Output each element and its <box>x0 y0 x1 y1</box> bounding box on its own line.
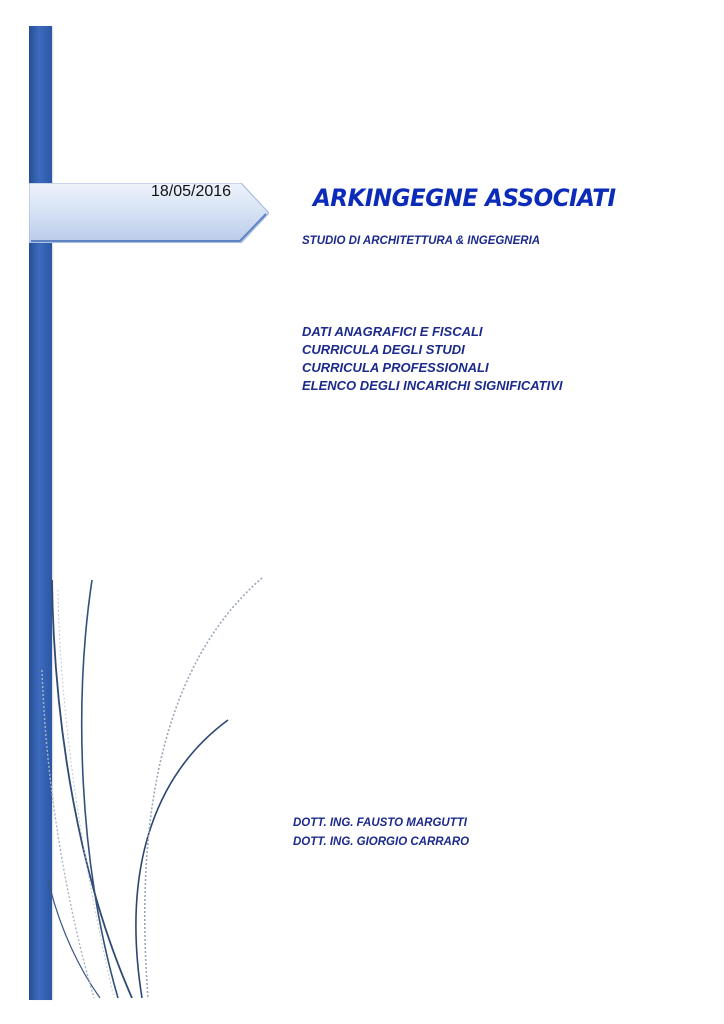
arrow-banner-shape <box>29 183 269 243</box>
firm-title: ARKINGEGNE ASSOCIATI <box>313 185 616 213</box>
contents-item: CURRICULA PROFESSIONALI <box>302 360 489 375</box>
contents-item: DATI ANAGRAFICI E FISCALI <box>302 324 483 339</box>
firm-subtitle: STUDIO DI ARCHITETTURA & INGEGNERIA <box>302 235 541 247</box>
authors-list <box>293 814 469 852</box>
contents-list <box>302 323 563 395</box>
document-date: 18/05/2016 <box>151 183 232 200</box>
contents-item: ELENCO DEGLI INCARICHI SIGNIFICATIVI <box>302 378 563 393</box>
author-name: DOTT. ING. GIORGIO CARRARO <box>293 836 470 848</box>
date-banner <box>29 183 269 243</box>
contents-item: CURRICULA DEGLI STUDI <box>302 342 465 357</box>
author-name: DOTT. ING. FAUSTO MARGUTTI <box>293 817 467 829</box>
decorative-swooshes <box>40 560 280 1005</box>
